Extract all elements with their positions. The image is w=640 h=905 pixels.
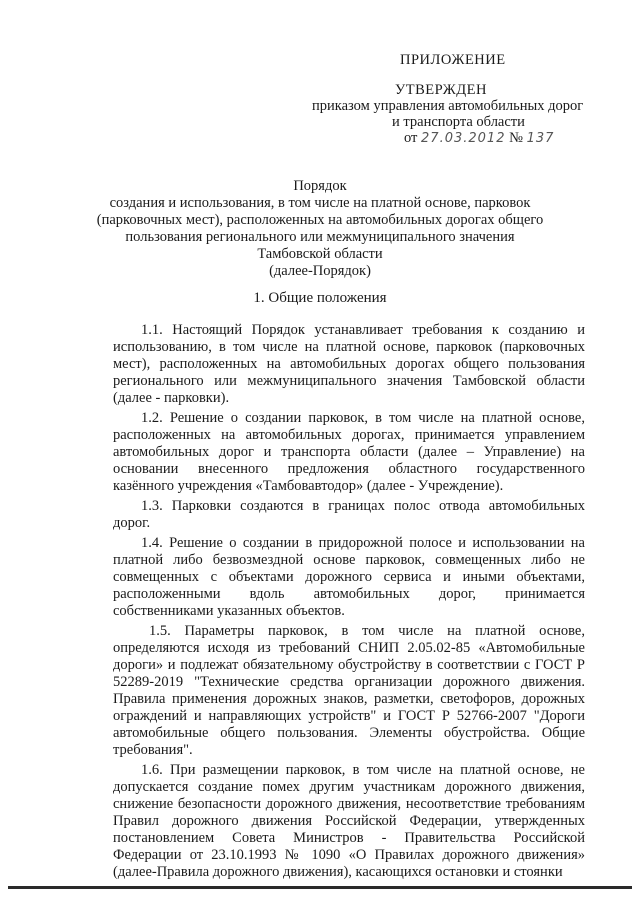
paragraph-1-5: 1.5. Параметры парковок, в том числе на платной основе, определяются исходя из требований СНИП 2.05.02-85 «Автомобильные дороги» и подлежат обязательному обустройству в соответствии с ГОСТ Р 52289-2019 "Технические средства организации дорожного движения. Правила применения дорожных знаков, разметки, светофоров, дорожных ограждений и направляющих устройств" и ГОСТ Р 52766-2007 "Дороги автомобильные общего пользования. Элементы обустройства. Общие требования". (113, 623, 585, 758)
order-date-line (404, 130, 554, 147)
paragraph-1-2: 1.2. Решение о создании парковок, в том числе на платной основе, расположенных на автомобильных дорогах, принимается управлением автомобильных дорог и транспорта области (далее – Управление) на основании внесенного предложения областного государственного казённого учреждения «Тамбовавтодор» (далее - Учреждение). (113, 410, 585, 494)
appendix-label: ПРИЛОЖЕНИЕ (400, 52, 506, 68)
paragraph-1-1: 1.1. Настоящий Порядок устанавливает требования к созданию и использованию, в том числе на платной основе, парковок (парковочных мест), расположенных на автомобильных дорогах общего пользования регионального или межмуниципального значения Тамбовской области (далее - парковки). (113, 322, 585, 406)
order-prefix: от (404, 130, 418, 146)
paragraph-1-4: 1.4. Решение о создании в придорожной полосе и использовании на платной либо безвозмездной основе парковок, совмещенных либо не совмещенных с объектами дорожного сервиса и иными объектами, расположенными вдоль автомобильных дорог, принимается собственниками указанных объектов. (113, 535, 585, 619)
title-line-3: (парковочных мест), расположенных на автомобильных дорогах общего (96, 212, 544, 228)
title-line-2: создания и использования, в том числе на платной основе, парковок (109, 195, 531, 211)
order-number: 137 (526, 131, 555, 146)
order-line-2: и транспорта области (392, 114, 525, 130)
order-number-prefix: № (509, 130, 523, 146)
approved-label: УТВЕРЖДЕН (395, 82, 487, 98)
section-heading: 1. Общие положения (253, 290, 387, 306)
title-line-4: пользования регионального или межмуниципального значения (125, 229, 515, 245)
document-body (113, 322, 585, 884)
title-line-1: Порядок (293, 178, 347, 194)
paragraph-1-3: 1.3. Парковки создаются в границах полос отвода автомобильных дорог. (113, 498, 585, 531)
order-line-1: приказом управления автомобильных дорог (312, 98, 584, 114)
paragraph-1-6: 1.6. При размещении парковок, в том числе на платной основе, не допускается создание помех другим участникам дорожного движения, снижение безопасности дорожного движения, несоответствие требованиям Правил дорожного движения Российской Федерации, утвержденных постановлением Совета Министров - Правительства Российской Федерации от 23.10.1993 № 1090 «О Правилах дорожного движения» (далее-Правила дорожного движения), касающихся остановки и стоянки (113, 762, 585, 880)
title-line-5: Тамбовской области (257, 246, 383, 262)
order-date: 27.03.2012 (421, 131, 506, 146)
title-line-6: (далее-Порядок) (269, 263, 371, 279)
bottom-rule (8, 886, 632, 889)
document-title (90, 178, 550, 280)
